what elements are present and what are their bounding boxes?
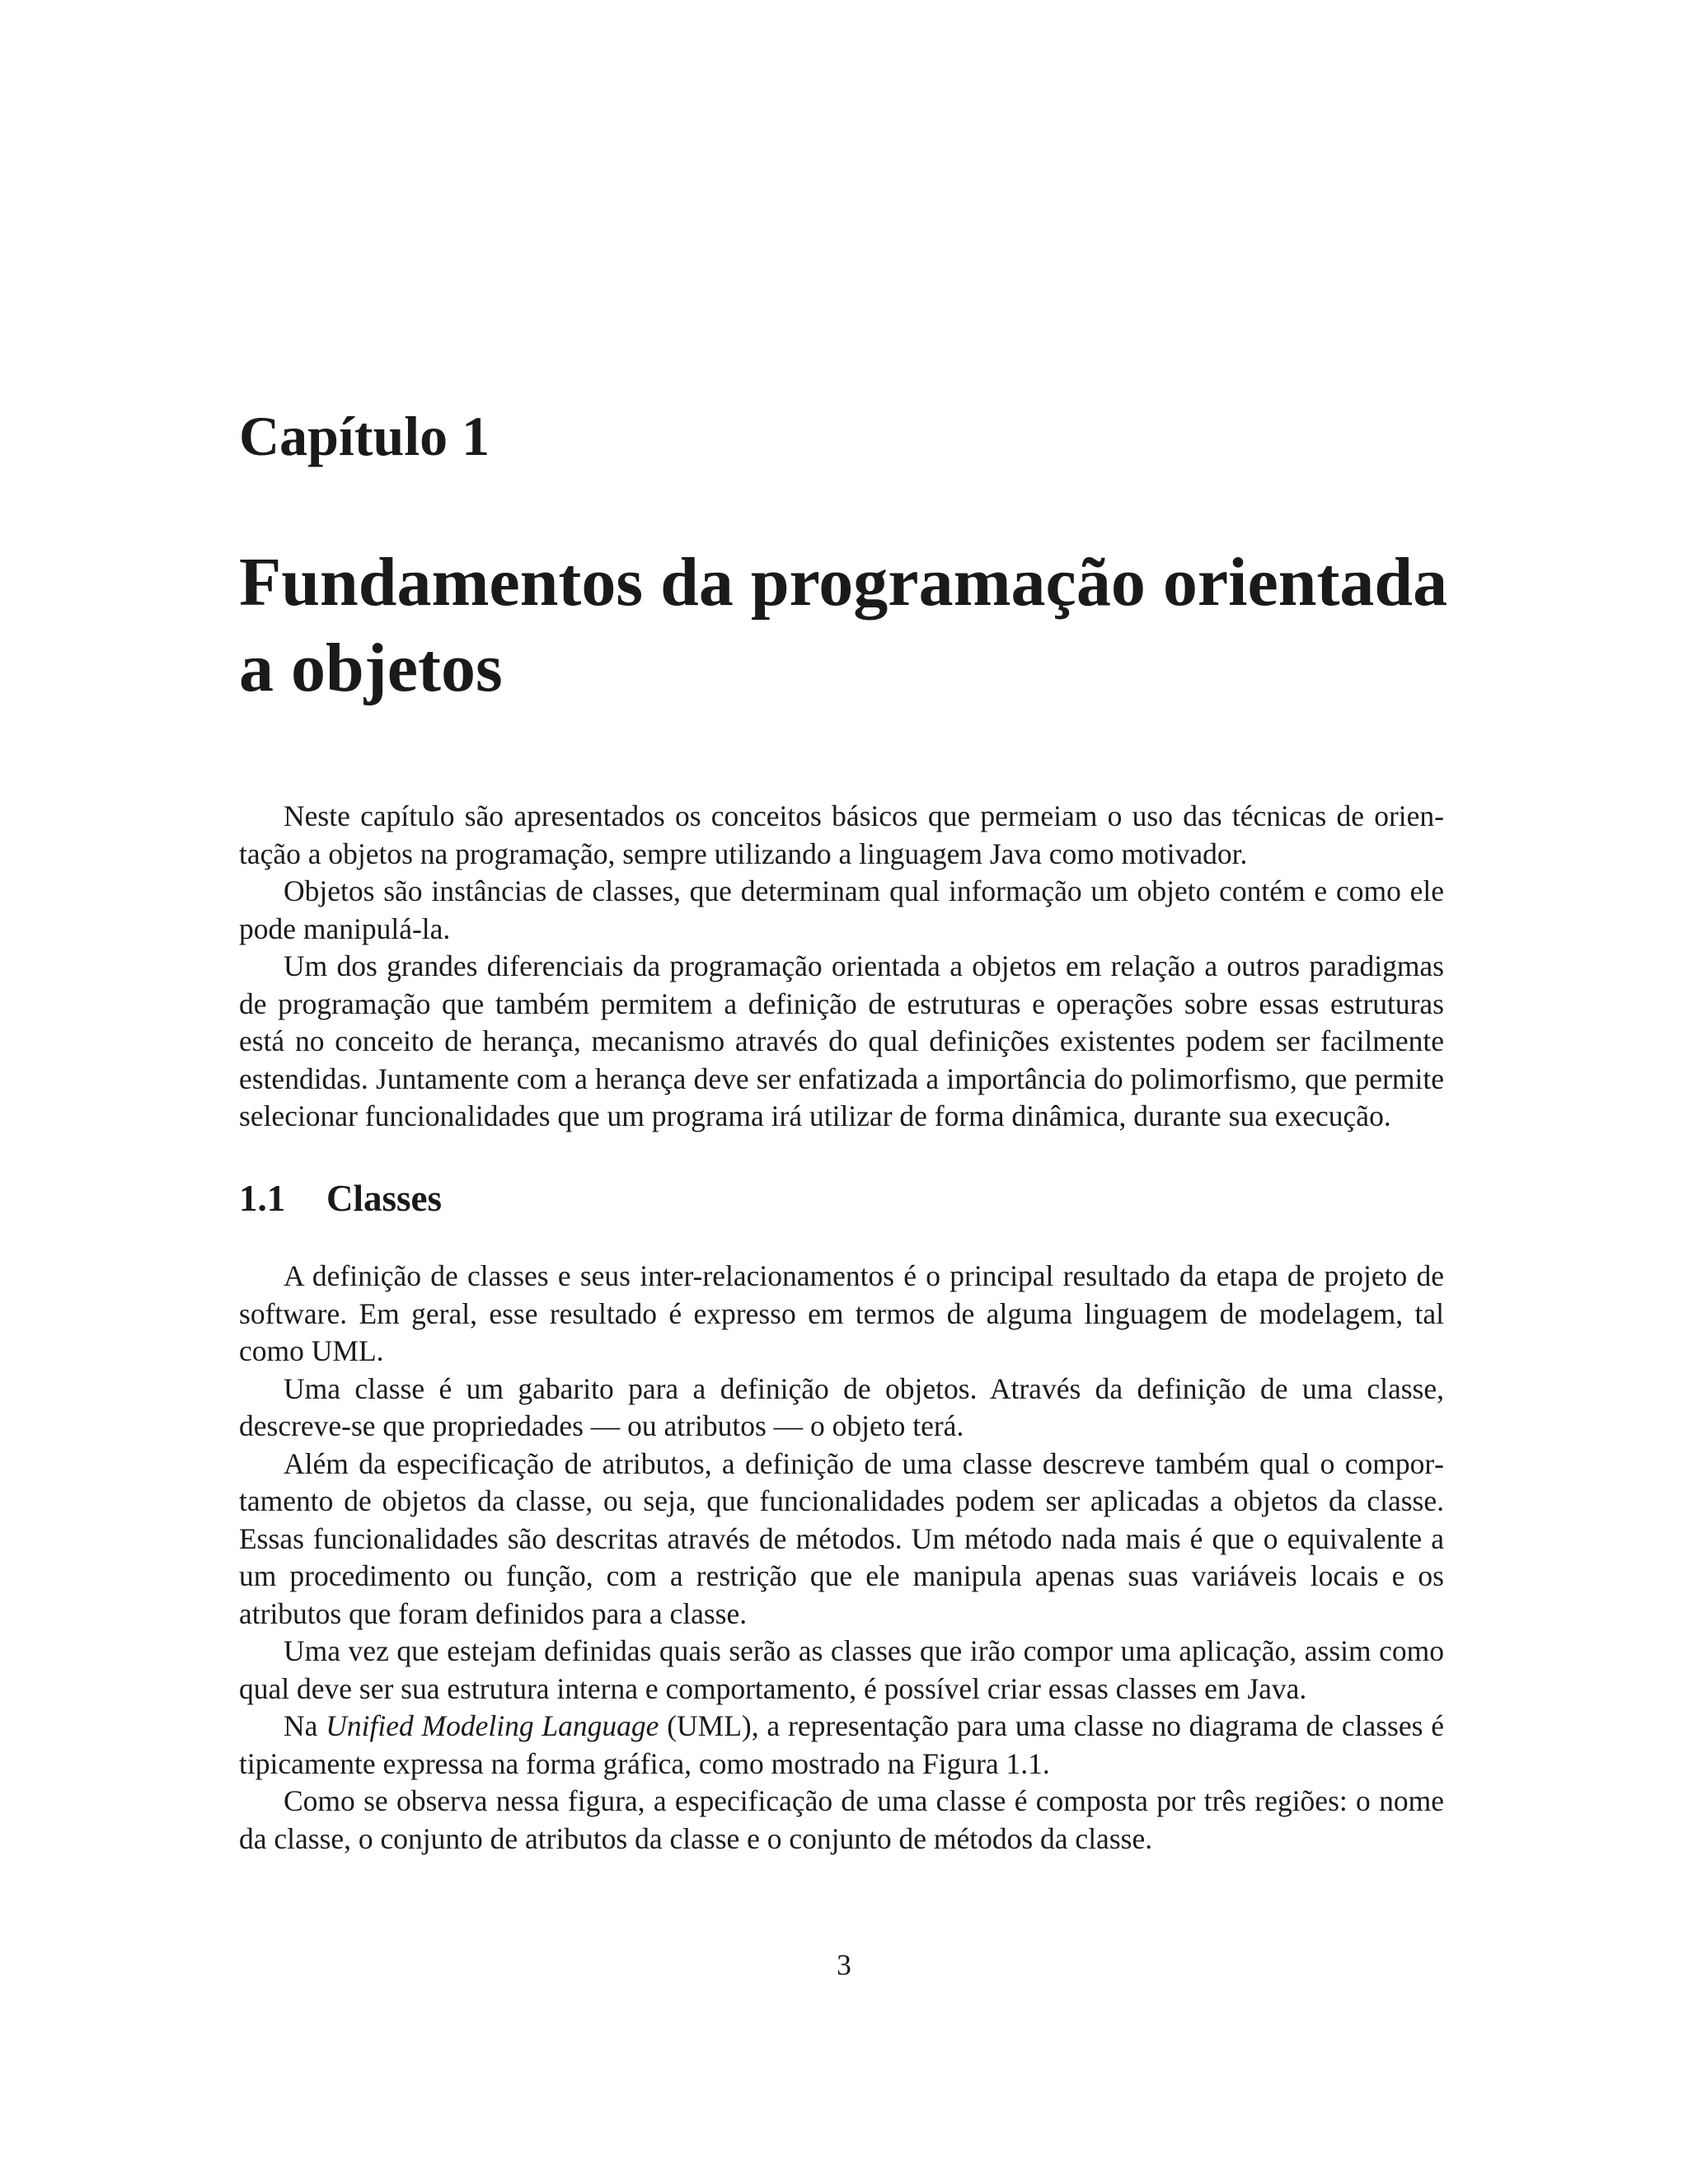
section-paragraph [239, 1708, 1444, 1783]
uml-suffix: (UML), a representação para uma classe no diagrama de classes é tipicamente expressa na forma gráfica, como mostrado na Figura 1.1. [239, 1709, 1444, 1780]
chapter-label: Capítulo 1 [239, 405, 490, 467]
section-body [239, 1258, 1444, 1858]
uml-full-name: Unified Modeling Language [326, 1709, 659, 1742]
section-paragraph: A definição de classes e seus inter-relacionamentos é o principal resultado da etapa de projeto de software. Em geral, esse resultado é expresso em termos de alguma linguagem de modelagem, tal como UML. [239, 1259, 1444, 1367]
section-title: Classes [326, 1178, 443, 1219]
page-number: 3 [837, 1948, 851, 1981]
section-paragraph: Além da especificação de atributos, a definição de uma classe descreve também qual o comportamento de objetos da classe, ou seja, que funcionalidades podem ser aplicadas a objetos da classe. Essas funcionalidades são descritas através de métodos. Um método nada mais é que o equivalente a um procedimento ou função, com a restrição que ele manipula apenas suas variáveis locais e os atributos que foram definidos para a classe. [239, 1446, 1444, 1630]
section-paragraph: Uma vez que estejam definidas quais serão as classes que irão compor uma aplicação, assim como qual deve ser sua estrutura interna e comportamento, é possível criar essas classes em Java. [239, 1634, 1444, 1705]
chapter-title: Fundamentos da programação orientada a objetos [239, 544, 1448, 706]
section-number: 1.1 [239, 1178, 286, 1219]
uml-prefix: Na [284, 1709, 326, 1742]
intro-paragraph: Um dos grandes diferenciais da programação orientada a objetos em relação a outros paradigmas de programação que também permitem a definição de estruturas e operações sobre essas estruturas está no conceito de herança, mecanismo através do qual definições existentes podem ser facilmente estendidas. Juntamente com a herança deve ser enfatizada a importância do polimorfismo, que permite selecionar funcionalidades que um programa irá utilizar de forma dinâmica, durante sua execução. [239, 949, 1444, 1132]
section-paragraph: Uma classe é um gabarito para a definição de objetos. Através da definição de uma classe, descreve-se que propriedades — ou atributos — o objeto terá. [239, 1371, 1444, 1442]
section-paragraph: Como se observa nessa figura, a especificação de uma classe é composta por três regiões: o nome da classe, o conjunto de atributos da classe e o conjunto de métodos da classe. [239, 1784, 1444, 1855]
section-heading [239, 1180, 442, 1217]
intro-paragraph: Neste capítulo são apresentados os conceitos básicos que permeiam o uso das técnicas de orientação a objetos na programação, sempre utilizando a linguagem Java como motivador. [239, 799, 1444, 870]
chapter-intro [239, 798, 1444, 1136]
intro-paragraph: Objetos são instâncias de classes, que determinam qual informação um objeto contém e como ele pode manipulá-la. [239, 874, 1444, 945]
